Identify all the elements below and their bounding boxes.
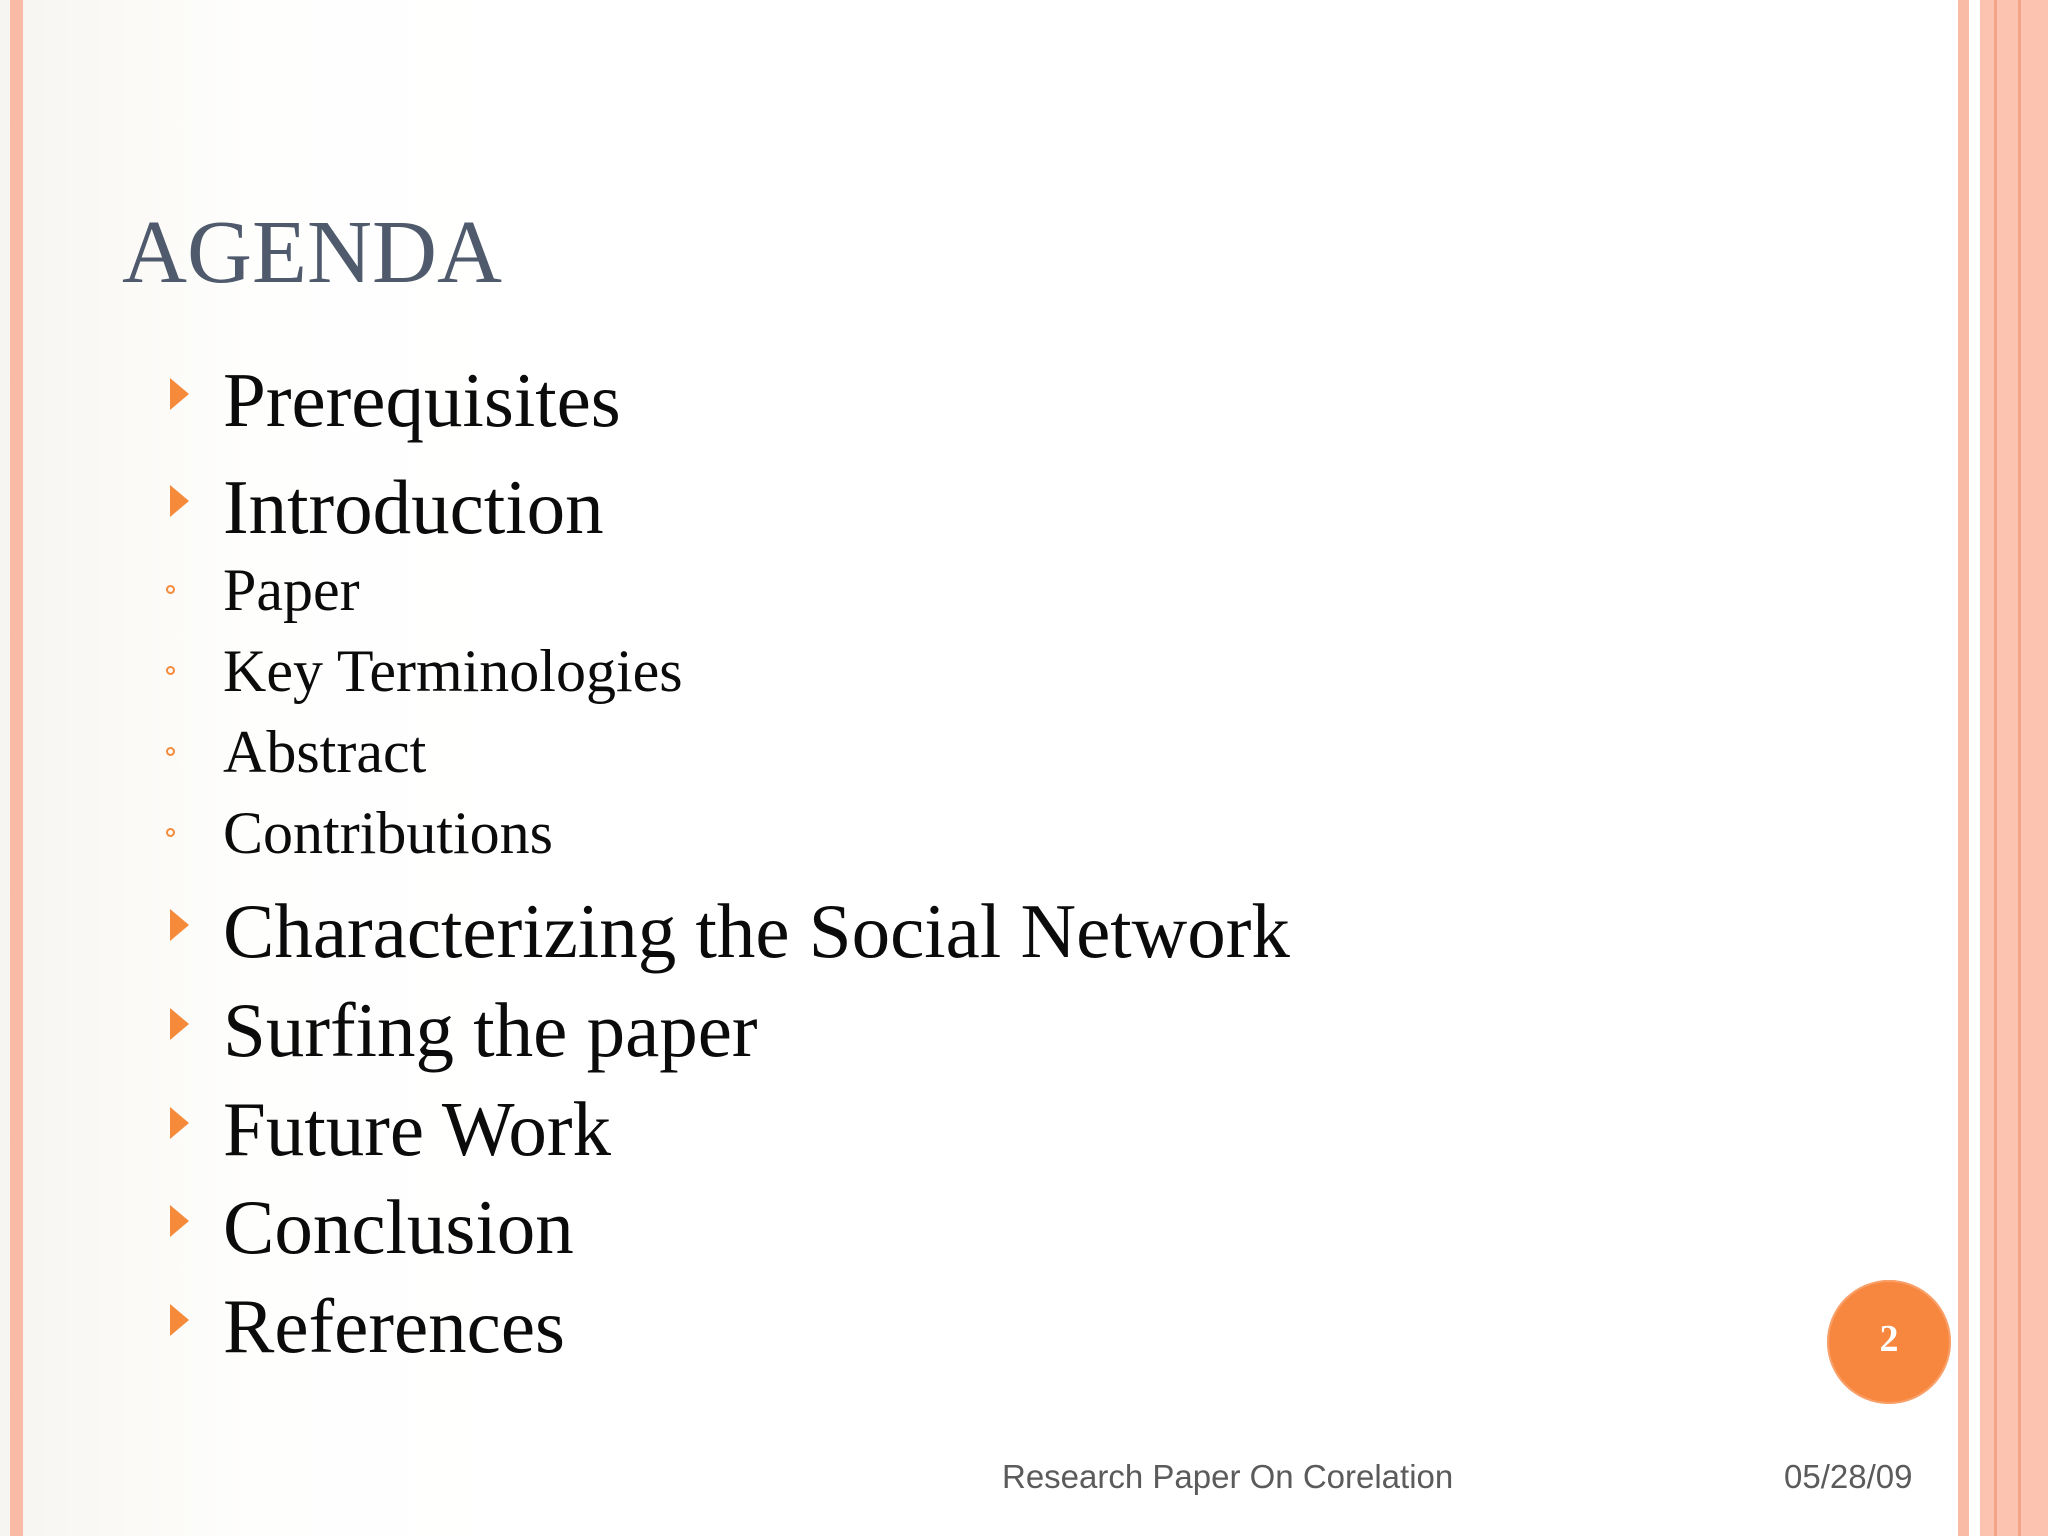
- agenda-item-label: Introduction: [223, 464, 604, 550]
- footer-title: Research Paper On Corelation: [1002, 1458, 1454, 1495]
- slide-title: AGENDA: [122, 203, 502, 302]
- right-decorative-line: [1994, 0, 1997, 1536]
- agenda-item-label: References: [223, 1283, 565, 1369]
- orange-ring-icon: [166, 666, 175, 675]
- agenda-item-label: Conclusion: [223, 1184, 574, 1270]
- orange-ring-icon: [166, 747, 175, 756]
- orange-ring-icon: [166, 585, 175, 594]
- page-number-badge: [1827, 1280, 1951, 1404]
- footer-date: 05/28/09: [1784, 1458, 1913, 1495]
- orange-ring-icon: [166, 828, 175, 837]
- right-decorative-band: [1980, 0, 2048, 1536]
- page-number: 2: [1879, 1318, 1899, 1360]
- orange-triangle-arrow-icon: [170, 485, 189, 517]
- agenda-subitem-label: Key Terminologies: [223, 638, 683, 704]
- orange-triangle-arrow-icon: [170, 1008, 189, 1040]
- right-decorative-stripe-inner: [1958, 0, 1969, 1536]
- agenda-item-label: Characterizing the Social Network: [223, 888, 1290, 974]
- orange-triangle-arrow-icon: [170, 1205, 189, 1237]
- agenda-item-label: Future Work: [223, 1086, 612, 1172]
- left-decorative-stripe: [10, 0, 23, 1536]
- orange-triangle-arrow-icon: [170, 1107, 189, 1139]
- orange-triangle-arrow-icon: [170, 378, 189, 410]
- orange-triangle-arrow-icon: [170, 909, 189, 941]
- agenda-subitem-label: Contributions: [223, 800, 554, 866]
- agenda-item-label: Prerequisites: [223, 357, 621, 443]
- agenda-subitem-label: Paper: [223, 557, 360, 623]
- orange-triangle-arrow-icon: [170, 1304, 189, 1336]
- agenda-subitem-label: Abstract: [223, 719, 427, 785]
- agenda-item-label: Surfing the paper: [223, 987, 758, 1073]
- right-decorative-line: [2018, 0, 2021, 1536]
